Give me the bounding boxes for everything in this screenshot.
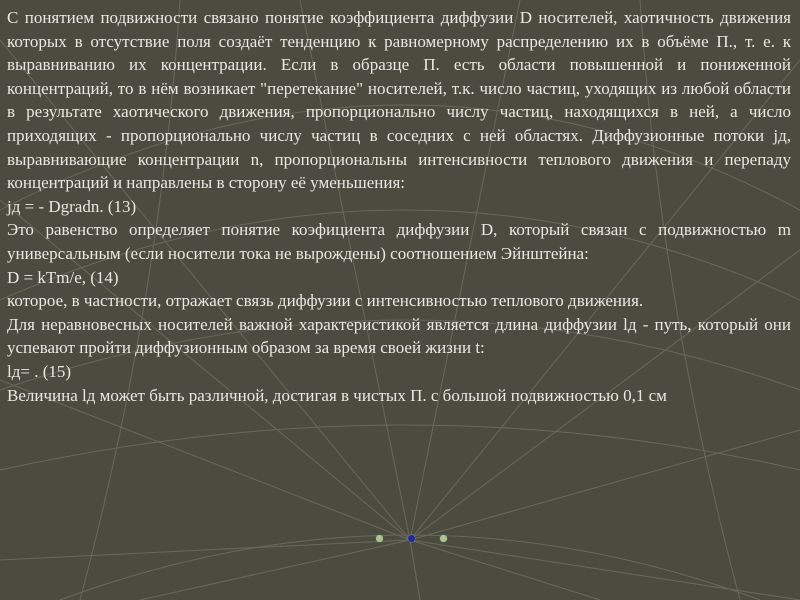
paragraph-diffusion-length-value: Величина lд может быть различной, достигая в чистых П. с большой подвижностью 0,1 см	[7, 385, 667, 405]
next-slide-dot[interactable]	[440, 535, 447, 542]
formula-14: D = kTm/e, (14)	[7, 267, 119, 287]
current-slide-dot[interactable]	[408, 535, 415, 542]
paragraph-thermal-link: которое, в частности, отражает связь диффузии с интенсивностью теплового движения.	[7, 291, 644, 311]
slide-navigation	[374, 533, 454, 545]
paragraph-diffusion-intro: С понятием подвижности связано понятие коэффициента диффузии D носителей, хаотичность движения которых в отсутствие поля создаёт тенденцию к равномерному распределению их в объёме П., т. е. к выравниванию их концентрации. Если в образце П. есть области повышенной и пониженной концентраций, то в нём возникает "перетекание" носителей, т.к. число частиц, уходящих из любой области в результате хаотического движения, пропорционально числу частиц, находящихся в ней, а число приходящих - пропорционально числу частиц в соседних с ней областях. Диффузионные потоки jд, выравнивающие концентрации n, пропорциональны интенсивности теплового движения и перепаду концентраций и направлены в сторону её уменьшения:	[7, 8, 791, 193]
formula-15: lд= . (15)	[7, 361, 72, 381]
formula-13: jд = - Dgradn. (13)	[7, 196, 137, 216]
paragraph-einstein-relation: Это равенство определяет понятие коэфициента диффузии D, который связан с подвижностью m универсальным (если носители тока не вырождены) соотношением Эйнштейна:	[7, 220, 791, 263]
slide-body	[7, 6, 791, 407]
previous-slide-dot[interactable]	[376, 535, 383, 542]
paragraph-diffusion-length: Для неравновесных носителей важной характеристикой является длина диффузии lд - путь, который они успевают пройти диффузионным образом за время своей жизни t:	[7, 314, 791, 358]
